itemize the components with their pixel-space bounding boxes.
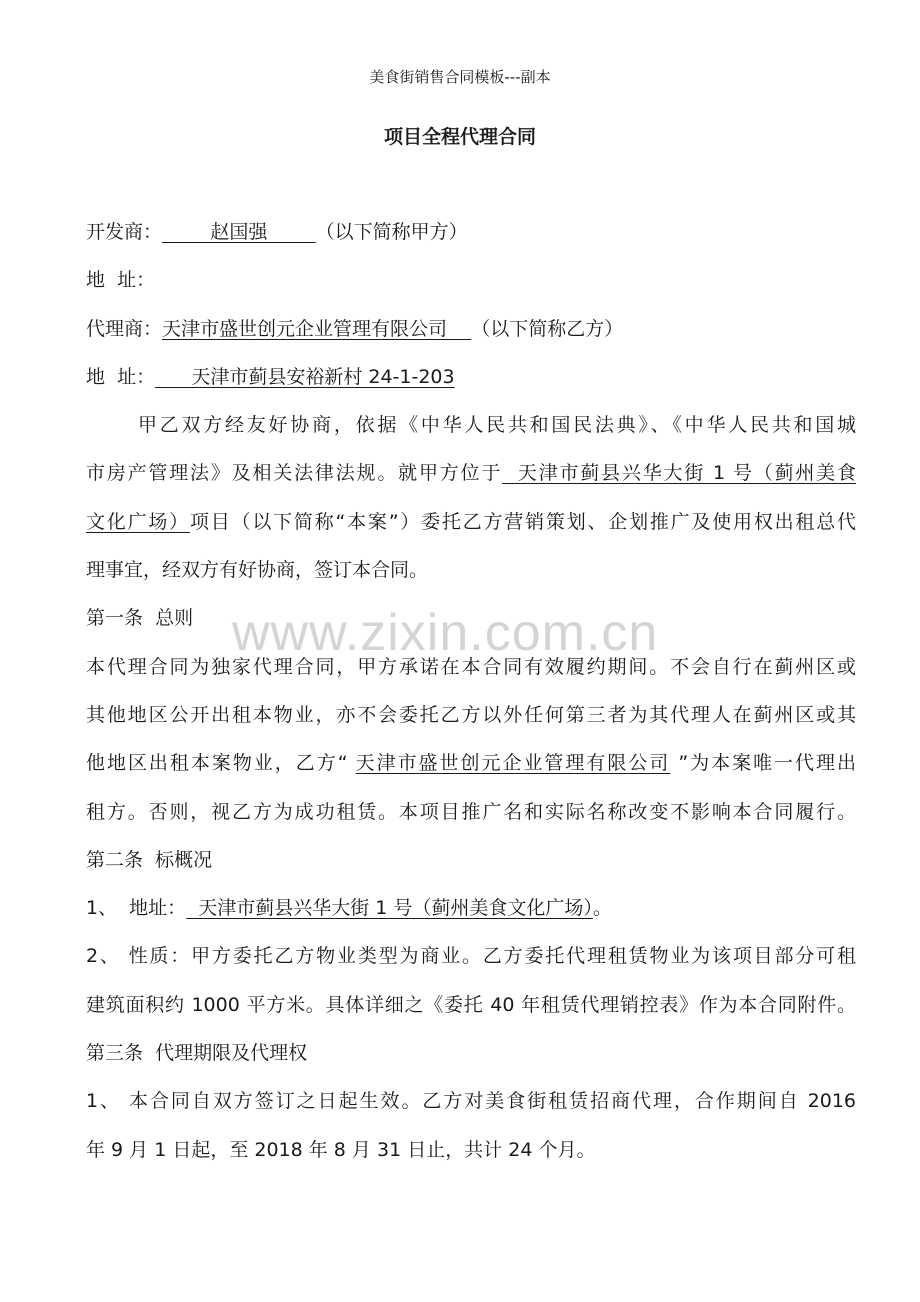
- intro-line: [86, 449, 856, 497]
- agent-name: 天津市盛世创元企业管理有限公司: [162, 317, 472, 340]
- article-3-heading: 第三条 代理期限及代理权: [86, 1042, 308, 1065]
- suffix: （以下简称甲方）: [315, 221, 468, 243]
- agent-name: 天津市盛世创元企业管理有限公司: [355, 752, 671, 775]
- page-header: 美食街销售合同模板---副本: [369, 68, 551, 86]
- text: ”为本案唯一代理出: [670, 752, 856, 775]
- project-location: 文化广场）: [86, 510, 190, 533]
- article-1-line: 其他地区公开出租本物业，亦不会委托乙方以外任何第三者为其代理人在蓟州区或其: [86, 703, 856, 726]
- item-number: 1、: [86, 897, 118, 920]
- project-location: 天津市蓟县兴华大街 1 号（蓟州美食: [502, 462, 856, 485]
- label: 地址：: [117, 897, 187, 920]
- watermark: www.zixin.com.cn: [232, 604, 659, 662]
- agent-address-line: [86, 353, 856, 401]
- item-number: 1、: [86, 1090, 122, 1113]
- article-3-item-1-cont: 年 9 月 1 日起，至 2018 年 8 月 31 日止，共计 24 个月。: [86, 1138, 596, 1161]
- article-1-line: [86, 739, 856, 787]
- label: 开发商：: [86, 221, 163, 243]
- article-1-heading: 第一条 总则: [86, 607, 194, 630]
- text: 性质：甲方委托乙方物业类型为商业。乙方委托代理租赁物业为该项目部分可租: [120, 945, 856, 968]
- intro-line: [86, 498, 856, 546]
- developer-line: [86, 208, 856, 256]
- text: 项目（以下简称“本案”）委托乙方营销策划、企划推广及使用权出租总代: [189, 510, 856, 533]
- article-1-line: 租方。否则，视乙方为成功租赁。本项目推广名和实际名称改变不影响本合同履行。: [86, 800, 856, 823]
- developer-address-line: [86, 256, 856, 304]
- developer-name: 赵国强: [162, 221, 316, 243]
- article-1-line: 本代理合同为独家代理合同，甲方承诺在本合同有效履约期间。不会自行在蓟州区或: [86, 655, 856, 678]
- text: 。: [592, 897, 612, 920]
- text: 他地区出租本案物业，乙方“: [86, 752, 356, 775]
- agent-address: 天津市蓟县安裕新村 24-1-203: [155, 365, 455, 388]
- article-2-item-1: [86, 884, 856, 932]
- text: 市房产管理法》及相关法律法规。就甲方位于: [86, 462, 503, 485]
- address: 天津市蓟县兴华大街 1 号（蓟州美食文化广场）: [186, 897, 593, 920]
- intro-line: 甲乙双方经友好协商，依据《中华人民共和国民法典》、《中华人民共和国城: [138, 414, 856, 437]
- item-number: 2、: [86, 945, 121, 968]
- article-2-item-2: [86, 932, 856, 980]
- agent-line: [86, 305, 856, 353]
- article-2-heading: 第二条 标概况: [86, 848, 213, 871]
- intro-line: 理事宜，经双方有好协商，签订本合同。: [86, 559, 429, 582]
- document-title: 项目全程代理合同: [383, 126, 536, 148]
- label: 地 址：: [86, 269, 156, 292]
- label: 地 址：: [86, 365, 156, 388]
- article-3-item-1: [86, 1077, 856, 1125]
- label: 代理商：: [86, 317, 163, 340]
- document-body: [86, 208, 856, 1174]
- article-2-item-2-cont: 建筑面积约 1000 平方米。具体详细之《委托 40 年租赁代理销控表》作为本合同附件。: [86, 993, 856, 1016]
- suffix: （以下简称乙方）: [471, 317, 624, 340]
- text: 本合同自双方签订之日起生效。乙方对美食街租赁招商代理，合作期间自 2016: [121, 1090, 856, 1113]
